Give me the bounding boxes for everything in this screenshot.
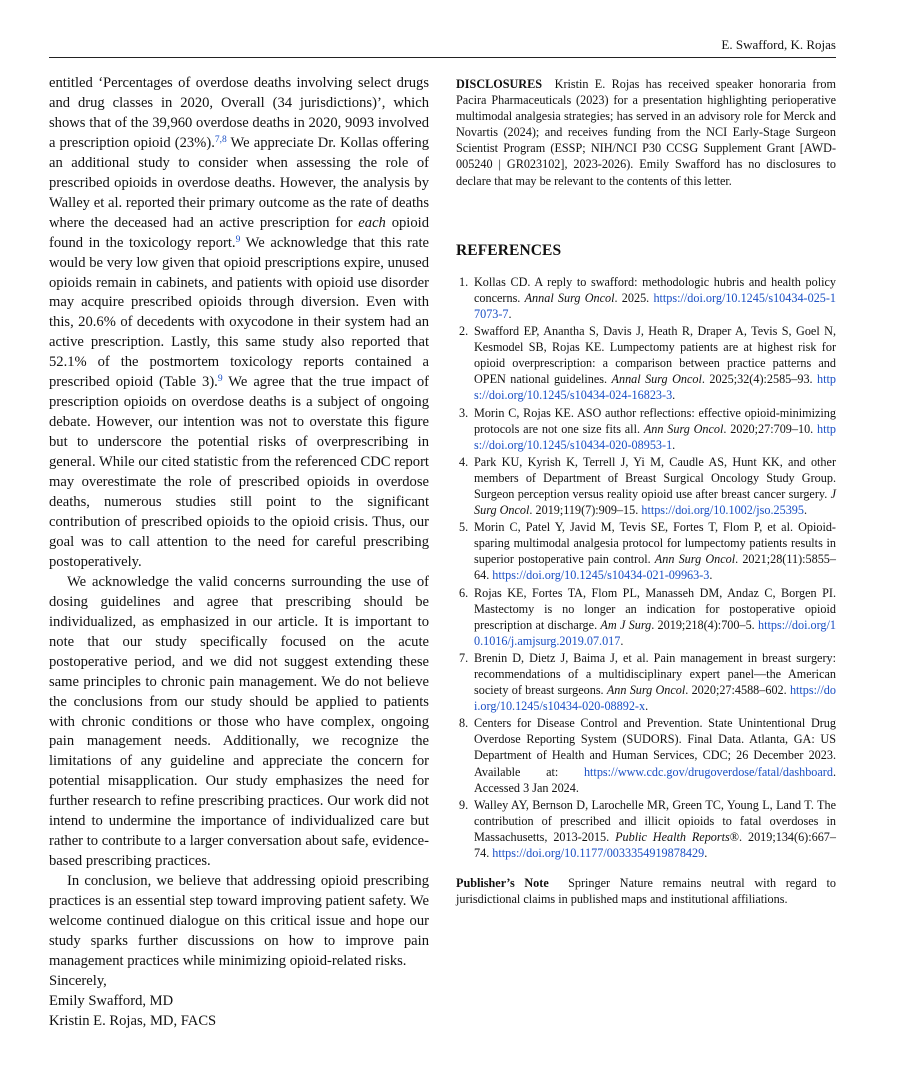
reference-doi-link[interactable]: https://doi.org/10.1245/s10434-025-17073-7 (474, 290, 837, 321)
reference-item: 2. Swafford EP, Anantha S, Davis J, Heath R, Draper A, Tevis S, Goel N, Kesmodel SB, Rojas KE. Lumpectomy patients are at highest risk for opioid overprescription: a comparison between practice patterns and OPEN national guidelines. Annal Surg Oncol. 2025;32(4):2585–93. https://doi.org/10.1245/s10434-024-16823-3. (459, 324, 837, 403)
publisher-note (456, 875, 836, 907)
citation-9[interactable]: 9 (235, 234, 241, 245)
right-column (456, 76, 836, 907)
disclosures-label: DISCLOSURES (456, 77, 543, 91)
reference-doi-link[interactable]: https://doi.org/10.1245/s10434-021-09963-3 (492, 568, 710, 583)
citation-9[interactable]: 9 (217, 374, 223, 385)
reference-item: 6. Rojas KE, Fortes TA, Flom PL, Manasseh DM, Andaz C, Borgen PI. Mastectomy is no longer an indication for postoperative opioid prescription at discharge. Am J Surg. 2019;218(4):700–5. https://doi.org/10.1016/j.amjsurg.2019.07.017. (459, 585, 837, 648)
disclosures-section (456, 76, 836, 189)
signature-author-1: Emily Swafford, MD (49, 992, 174, 1009)
reference-item: 5. Morin C, Patel Y, Javid M, Tevis SE, Fortes T, Flom P, et al. Opioid-sparing multimodal analgesia protocol for lumpectomy patients results in superior postoperative pain control. Ann Surg Oncol. 2021;28(11):5855–64. https://doi.org/10.1245/s10434-021-09963-3. (459, 520, 836, 583)
citation-7-8[interactable]: 7,8 (214, 134, 227, 145)
body-paragraph-2: We acknowledge the valid concerns surrounding the use of dosing guidelines and agree that prescribing should be individualized, as emphasized in our article. It is important to note that our study specifically focused on the acute postoperative period, and we did not suggest extending these same principles to chronic pain management. We do not believe the conclusions from our study should be applied to patients with chronic conditions or those who have complex, ongoing pain management needs. Additionally, we recognize the limitations of any guideline and appreciate the concern for potential misapplication. Our study emphasizes the need for further research to refine prescribing practices. Our work did not intend to undermine the importance of individualized care but rather to contribute to a larger conversation about safe, evidence-based prescribing practices. (49, 573, 429, 870)
reference-list (456, 274, 836, 861)
reference-doi-link[interactable]: https://doi.org/10.1245/s10434-024-16823-3 (474, 372, 837, 403)
reference-item: 7. Brenin D, Dietz J, Baima J, et al. Pain management in breast surgery: recommendations of a multidisciplinary expert panel—the American society of breast surgeons. Ann Surg Oncol. 2020;27:4588–602. https://doi.org/10.1245/s10434-020-08892-x. (459, 650, 836, 714)
reference-item: 3. Morin C, Rojas KE. ASO author reflections: effective opioid-minimizing protocols are not one size fits all. Ann Surg Oncol. 2020;27:709–10. https://doi.org/10.1245/s10434-020-08953-1. (459, 405, 836, 452)
reference-doi-link[interactable]: https://www.cdc.gov/drugoverdose/fatal/dashboard (583, 764, 833, 779)
closing-salutation: Sincerely, (49, 972, 107, 989)
reference-doi-link[interactable]: https://doi.org/10.1245/s10434-020-08953-1 (474, 421, 836, 452)
reference-item: 8. Centers for Disease Control and Prevention. State Unintentional Drug Overdose Reporting System (SUDORS). Final Data. Atlanta, GA: US Department of Health and Human Services, CDC; 26 December 2023. Available at: https://www.cdc.gov/drugoverdose/fatal/dashboard. Accessed 3 Jan 2024. (459, 716, 836, 795)
publisher-note-label: Publisher’s Note (456, 876, 549, 891)
body-paragraph-3: In conclusion, we believe that addressing opioid prescribing practices is an essential step toward improving patient safety. We welcome continued dialogue on this critical issue and hope our study sparks further discussions on how to improve pain management practices while minimizing opioid-related risks. (49, 873, 429, 969)
signature-author-2: Kristin E. Rojas, MD, FACS (49, 1012, 217, 1029)
reference-doi-link[interactable]: https://doi.org/10.1177/0033354919878429 (492, 846, 705, 861)
disclosures-text: Kristin E. Rojas has received speaker honoraria from Pacira Pharmaceuticals (2023) for a presentation highlighting perioperative multimodal analgesia strategies; has served in an advisory role for Merck and Novartis (2024); and receives funding from the NCI Early-Stage Surgeon Scientist Program (ESSP; NIH/NCI P30 CCSG Supplement Grant [AWD-005240 | GR023102], 2023-2026). Emily Swafford has no disclosures to declare that may be relevant to the contents of this letter. (456, 77, 836, 188)
reference-doi-link[interactable]: https://doi.org/10.1245/s10434-020-08892-x (474, 683, 836, 714)
header-rule (49, 57, 836, 58)
running-header-authors: E. Swafford, K. Rojas (721, 37, 836, 52)
reference-doi-link[interactable]: https://doi.org/10.1016/j.amjsurg.2019.07.017 (474, 617, 837, 648)
reference-item: 1. Kollas CD. A reply to swafford: methodologic hubris and health policy concerns. Annal Surg Oncol. 2025. https://doi.org/10.1245/s10434-025-17073-7. (459, 274, 837, 321)
reference-doi-link[interactable]: https://doi.org/10.1002/jso.25395 (641, 503, 804, 518)
reference-item: 4. Park KU, Kyrish K, Terrell J, Yi M, Caudle AS, Hunt KK, and other members of Department of Breast Surgical Oncology Study Group. Surgeon perception versus reality opioid use after breast cancer surgery. J Surg Oncol. 2019;119(7):909–15. https://doi.org/10.1002/jso.25395. (459, 454, 836, 518)
left-column (49, 74, 429, 1032)
reference-item: 9. Walley AY, Bernson D, Larochelle MR, Green TC, Young L, Land T. The contribution of prescribed and illicit opioids to fatal overdoses in Massachusetts, 2013-2015. Public Health Reports®. 2019;134(6):667–74. https://doi.org/10.1177/0033354919878429. (459, 797, 836, 861)
body-paragraph-1: entitled ‘Percentages of overdose deaths involving select drugs and drug classes in 2020, Overall (34 jurisdictions)’, which shows that of the 39,960 overdose deaths in 2020, 9093 involved a prescription opioid (23%).$^{7,8}$ We appreciate Dr. Kollas offering an additional study to consider when assessing the role of prescribed opioids in overdose deaths. However, the analysis by Walley et al. reported their primary outcome as the rate of deaths where the deceased had an active prescription for each opioid found in the toxicology report.$^9$ We acknowledge that this rate would be very low given that opioid prescriptions expire, unused opioids remain in cabinets, and patients with opioid use disorder may acquire prescribed opioids through diversion. Even with this, 20.6% of decedents with oxycodone in their system had an active prescription. Lastly, this same study also reported that 52.1% of the postmortem toxicology reports contained a prescribed opioid (Table 3).$^9$ We agree that the true impact of prescription opioids on overdose deaths is a subject of ongoing debate. However, our intention was not to overstate this figure but to underscore the potential risks of overprescribing in general. While our cited statistic from the referenced CDC report may overestimate the role of prescribed opioids in overdose deaths, numerous studies still point to the significant contribution of prescribed opioids to the opioid crisis. Thus, our goal was to call attention to the need for careful prescribing postoperatively. (49, 75, 430, 570)
publisher-note-text: Springer Nature remains neutral with regard to jurisdictional claims in published maps and institutional affiliations. (456, 876, 837, 907)
references-heading: REFERENCES (456, 241, 562, 259)
